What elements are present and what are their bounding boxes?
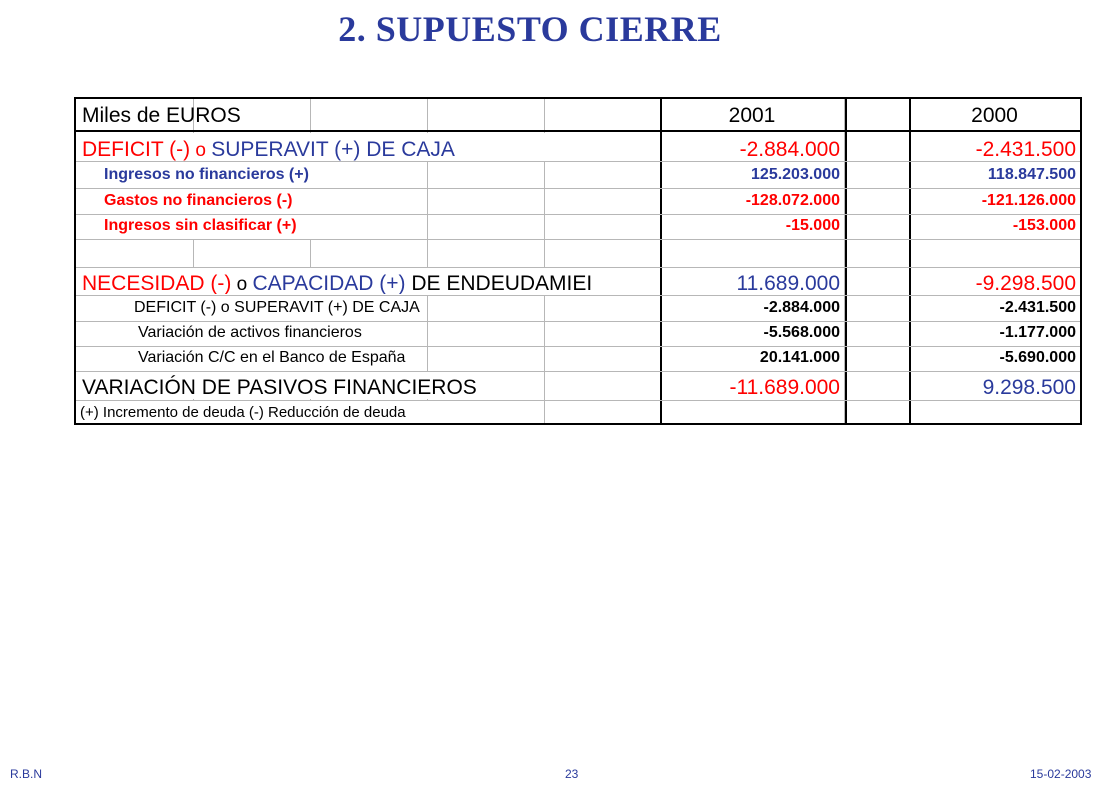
row-deficit-caja-label bbox=[82, 139, 455, 160]
gridline bbox=[544, 400, 545, 424]
row-necesidad-label bbox=[82, 273, 660, 294]
spreadsheet-table bbox=[74, 97, 1082, 425]
row-var-pasivos-label: VARIACIÓN DE PASIVOS FINANCIEROS bbox=[82, 376, 477, 399]
gridline bbox=[76, 239, 1080, 240]
deficit-text: DEFICIT (-) bbox=[82, 138, 191, 161]
row-var-pasivos-2001: -11.689.000 bbox=[729, 376, 840, 399]
gridline bbox=[427, 99, 428, 130]
row-gastos-no-fin-2000: -121.126.000 bbox=[981, 192, 1076, 209]
gridline bbox=[427, 161, 428, 239]
row-deficit-caja-2000: -2.431.500 bbox=[975, 138, 1076, 161]
gridline bbox=[544, 239, 545, 267]
gridline bbox=[427, 239, 428, 267]
gridline bbox=[544, 99, 545, 130]
row-var-activos-2000: -1.177.000 bbox=[999, 324, 1076, 341]
row-border bbox=[76, 130, 1080, 132]
header-label: Miles de EUROS bbox=[82, 104, 241, 127]
row-necesidad-2000: -9.298.500 bbox=[975, 272, 1076, 295]
gridline bbox=[76, 161, 1080, 162]
row-var-pasivos-2000: 9.298.500 bbox=[982, 376, 1076, 399]
endeudamiento-text: DE ENDEUDAMIEI bbox=[405, 273, 593, 294]
necesidad-text: NECESIDAD (-) bbox=[82, 273, 232, 294]
row-deficit-caja-sub-label: DEFICIT (-) o SUPERAVIT (+) DE CAJA bbox=[134, 299, 420, 316]
gridline bbox=[76, 346, 1080, 347]
footer-date: 15-02-2003 bbox=[1030, 767, 1092, 781]
capacidad-text: CAPACIDAD (+) bbox=[252, 273, 406, 294]
row-var-activos-2001: -5.568.000 bbox=[763, 324, 840, 341]
row-deficit-caja-sub-2000: -2.431.500 bbox=[999, 299, 1076, 316]
gridline bbox=[76, 188, 1080, 189]
footer-author: R.B.N bbox=[10, 767, 43, 781]
connector-text: o bbox=[190, 140, 212, 161]
gridline bbox=[427, 295, 428, 371]
row-gastos-no-fin-2001: -128.072.000 bbox=[745, 192, 840, 209]
row-ingresos-no-fin-label: Ingresos no financieros (+) bbox=[104, 166, 309, 183]
row-var-cc-label: Variación C/C en el Banco de España bbox=[138, 349, 406, 366]
row-var-cc-2001: 20.141.000 bbox=[759, 349, 840, 366]
row-ingresos-no-fin-2001: 125.203.000 bbox=[751, 166, 840, 183]
row-var-cc-2000: -5.690.000 bbox=[999, 349, 1076, 366]
gridline bbox=[310, 239, 311, 267]
gridline bbox=[76, 371, 1080, 372]
connector-text: o bbox=[231, 274, 253, 294]
footer-page-number: 23 bbox=[565, 767, 579, 781]
gridline bbox=[76, 214, 1080, 215]
row-necesidad-2001: 11.689.000 bbox=[736, 272, 840, 295]
gridline bbox=[193, 239, 194, 267]
gridline bbox=[310, 99, 311, 130]
page-title: 2. SUPUESTO CIERRE bbox=[338, 9, 722, 49]
row-deficit-caja-2001: -2.884.000 bbox=[739, 138, 840, 161]
gridline bbox=[76, 321, 1080, 322]
gridline bbox=[76, 400, 1080, 401]
column-border bbox=[845, 99, 847, 423]
header-year-2001: 2001 bbox=[728, 104, 776, 127]
row-ingresos-sin-clas-2001: -15.000 bbox=[785, 217, 840, 234]
row-gastos-no-fin-label: Gastos no financieros (-) bbox=[104, 192, 293, 209]
row-ingresos-sin-clas-label: Ingresos sin clasificar (+) bbox=[104, 217, 297, 234]
gridline bbox=[76, 295, 1080, 296]
row-deficit-caja-sub-2001: -2.884.000 bbox=[763, 299, 840, 316]
row-nota-label: (+) Incremento de deuda (-) Reducción de deuda bbox=[80, 404, 406, 421]
row-ingresos-sin-clas-2000: -153.000 bbox=[1012, 217, 1076, 234]
superavit-text: SUPERAVIT (+) DE CAJA bbox=[211, 138, 455, 161]
row-var-activos-label: Variación de activos financieros bbox=[138, 324, 362, 341]
row-ingresos-no-fin-2000: 118.847.500 bbox=[987, 166, 1076, 183]
header-year-2000: 2000 bbox=[971, 104, 1018, 127]
gridline bbox=[76, 267, 1080, 268]
